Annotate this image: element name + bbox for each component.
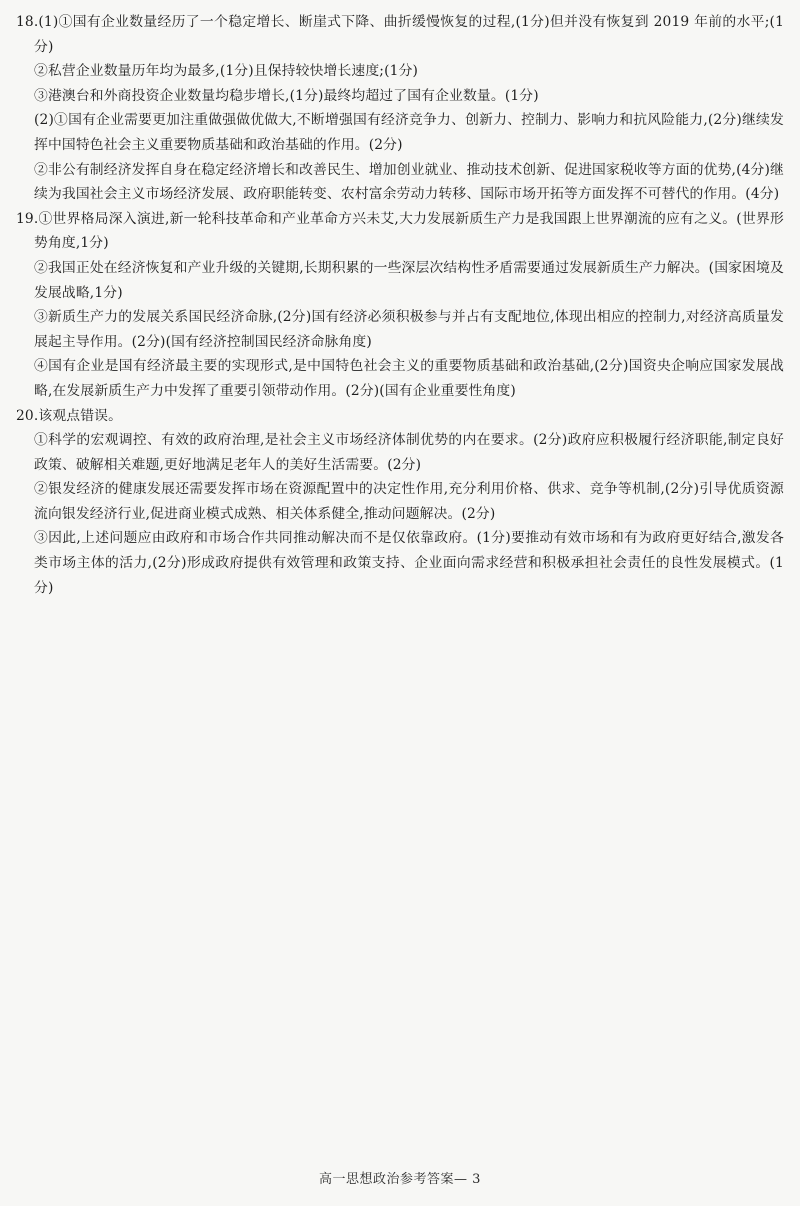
q18-part2-point2: ②非公有制经济发挥自身在稳定经济增长和改善民生、增加创业就业、推动技术创新、促进国家税收等方面的优势,(4分)继续为我国社会主义市场经济发展、政府职能转变、农村富余劳动力转移、国际市场开拓等方面发挥不可替代的作用。(4分) — [34, 161, 784, 203]
question-18 — [16, 10, 784, 207]
q20-point1: ①科学的宏观调控、有效的政府治理,是社会主义市场经济体制优势的内在要求。(2分)政府应积极履行经济职能,制定良好政策、破解相关难题,更好地满足老年人的美好生活需要。(2分) — [34, 432, 784, 473]
q19-point2: ②我国正处在经济恢复和产业升级的关键期,长期积累的一些深层次结构性矛盾需要通过发展新质生产力解决。(国家困境及发展战略,1分) — [34, 259, 784, 301]
q19-point3: ③新质生产力的发展关系国民经济命脉,(2分)国有经济必须积极参与并占有支配地位,体现出相应的控制力,对经济高质量发展起主导作用。(2分)(国有经济控制国民经济命脉角度) — [34, 309, 784, 350]
q20-verdict: 20.该观点错误。 — [16, 407, 123, 424]
q19-point4: ④国有企业是国有经济最主要的实现形式,是中国特色社会主义的重要物质基础和政治基础,(2分)国资央企响应国家发展战略,在发展新质生产力中发挥了重要引领带动作用。(2分)(国有企业重要性角度) — [34, 358, 784, 399]
q18-part1-point2: ②私营企业数量历年均为最多,(1分)且保持较快增长速度;(1分) — [34, 63, 419, 80]
q20-point3: ③因此,上述问题应由政府和市场合作共同推动解决而不是仅依靠政府。(1分)要推动有效市场和有为政府更好结合,激发各类市场主体的活力,(2分)形成政府提供有效管理和政策支持、企业面向需求经营和积极承担社会责任的良性发展模式。(1分) — [34, 530, 784, 596]
q18-part2-point1: (2)①国有企业需要更加注重做强做优做大,不断增强国有经济竞争力、创新力、控制力、影响力和抗风险能力,(2分)继续发挥中国特色社会主义重要物质基础和政治基础的作用。(2分) — [34, 112, 784, 153]
q18-part1-point1: 18.(1)①国有企业数量经历了一个稳定增长、断崖式下降、曲折缓慢恢复的过程,(1分)但并没有恢复到 2019 年前的水平;(1分) — [16, 14, 784, 55]
question-20 — [16, 404, 784, 601]
answer-page — [16, 10, 784, 600]
q18-part1-point3: ③港澳台和外商投资企业数量均稳步增长,(1分)最终均超过了国有企业数量。(1分) — [34, 87, 539, 104]
question-19 — [16, 207, 784, 404]
q19-point1: 19.①世界格局深入演进,新一轮科技革命和产业革命方兴未艾,大力发展新质生产力是我国跟上世界潮流的应有之义。(世界形势角度,1分) — [16, 210, 784, 252]
q20-point2: ②银发经济的健康发展还需要发挥市场在资源配置中的决定性作用,充分利用价格、供求、竞争等机制,(2分)引导优质资源流向银发经济行业,促进商业模式成熟、相关体系健全,推动问题解决。(2分) — [34, 481, 784, 522]
page-footer: 高一思想政治参考答案— 3 — [319, 1172, 481, 1187]
